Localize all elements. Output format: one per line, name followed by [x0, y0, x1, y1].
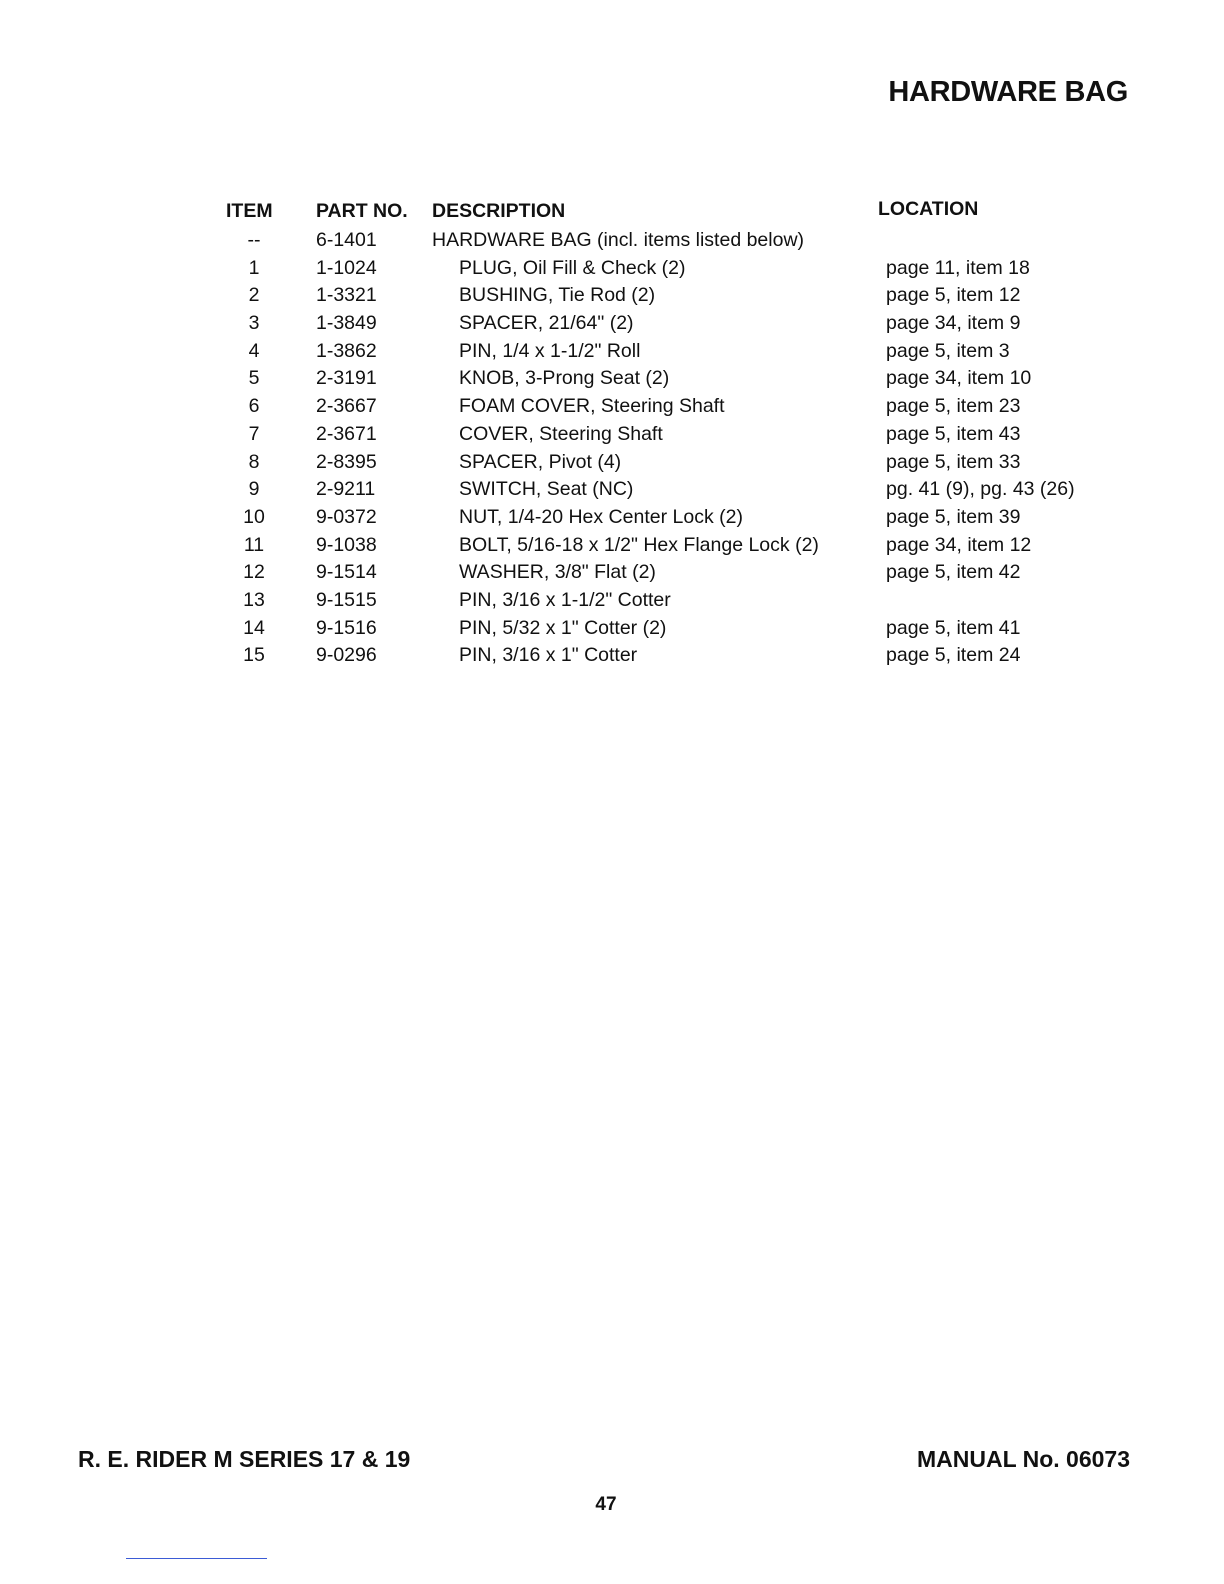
row-location: page 34, item 9 — [886, 312, 1021, 335]
row-part-no: 1-3849 — [316, 312, 377, 335]
row-location: page 34, item 12 — [886, 533, 1032, 556]
footer-model: R. E. RIDER M SERIES 17 & 19 — [78, 1446, 411, 1472]
row-part-no: 9-1514 — [316, 561, 377, 584]
row-description: PIN, 3/16 x 1-1/2" Cotter — [459, 588, 671, 611]
row-part-no: 9-1515 — [316, 588, 377, 611]
row-location: page 5, item 24 — [886, 644, 1021, 667]
row-description: KNOB, 3-Prong Seat (2) — [459, 367, 670, 390]
row-description: FOAM COVER, Steering Shaft — [459, 395, 725, 418]
row-location: page 5, item 33 — [886, 450, 1021, 473]
row-item: 15 — [243, 644, 265, 667]
row-part-no: 9-1038 — [316, 533, 377, 556]
row-location: page 5, item 3 — [886, 339, 1010, 362]
page-number: 47 — [595, 1494, 617, 1515]
row-part-no: 2-8395 — [316, 450, 377, 473]
row-item: 14 — [243, 616, 265, 639]
header-location: LOCATION — [878, 198, 979, 220]
row-location: page 5, item 41 — [886, 616, 1021, 639]
row-item: 12 — [243, 561, 265, 584]
row-part-no: 2-3667 — [316, 395, 377, 418]
row-item: 13 — [243, 588, 265, 611]
row-part-no: 9-0296 — [316, 644, 377, 667]
row-description: BOLT, 5/16-18 x 1/2" Hex Flange Lock (2) — [459, 533, 819, 556]
row-part-no: 1-3321 — [316, 284, 377, 307]
row-description: PIN, 5/32 x 1" Cotter (2) — [459, 616, 667, 639]
row-location: page 5, item 42 — [886, 561, 1021, 584]
row-description: SPACER, 21/64" (2) — [459, 312, 634, 335]
row-part-no: 9-1516 — [316, 616, 377, 639]
header-item: ITEM — [226, 200, 273, 222]
row-description: PIN, 1/4 x 1-1/2" Roll — [459, 339, 641, 362]
row-description: SWITCH, Seat (NC) — [459, 478, 634, 501]
row-location: page 5, item 23 — [886, 395, 1021, 418]
row-part-no: 1-3862 — [316, 339, 377, 362]
row-item: 7 — [248, 422, 260, 445]
row-location: page 34, item 10 — [886, 367, 1032, 390]
row-description: PIN, 3/16 x 1" Cotter — [459, 644, 638, 667]
row-location: page 5, item 39 — [886, 505, 1021, 528]
row-item: 6 — [248, 395, 260, 418]
row-item: 10 — [243, 505, 265, 528]
row-location: page 5, item 12 — [886, 284, 1021, 307]
row-item: 9 — [248, 478, 260, 501]
row-location: pg. 41 (9), pg. 43 (26) — [886, 478, 1075, 501]
row-description: PLUG, Oil Fill & Check (2) — [459, 256, 686, 279]
row-part-no: 2-3671 — [316, 422, 377, 445]
row-item: 4 — [248, 339, 260, 362]
row-item: -- — [247, 229, 261, 251]
footnote-rule — [126, 1558, 267, 1559]
row-description: HARDWARE BAG (incl. items listed below) — [432, 229, 805, 251]
row-item: 1 — [248, 256, 260, 279]
row-description: COVER, Steering Shaft — [459, 422, 663, 445]
row-part-no: 6-1401 — [316, 229, 377, 251]
row-item: 5 — [248, 367, 260, 390]
row-item: 3 — [248, 312, 260, 335]
row-part-no: 2-3191 — [316, 367, 377, 390]
row-location: page 5, item 43 — [886, 422, 1021, 445]
row-description: NUT, 1/4-20 Hex Center Lock (2) — [459, 505, 743, 528]
row-part-no: 9-0372 — [316, 505, 377, 528]
row-item: 11 — [243, 533, 265, 556]
header-description: DESCRIPTION — [432, 200, 566, 222]
page-title: HARDWARE BAG — [888, 76, 1128, 108]
row-description: SPACER, Pivot (4) — [459, 450, 622, 473]
header-part-no: PART NO. — [316, 200, 408, 222]
row-item: 2 — [248, 284, 260, 307]
row-part-no: 2-9211 — [316, 478, 376, 501]
row-description: WASHER, 3/8" Flat (2) — [459, 561, 656, 584]
row-part-no: 1-1024 — [316, 256, 377, 279]
footer-manual-number: MANUAL No. 06073 — [916, 1446, 1130, 1472]
row-description: BUSHING, Tie Rod (2) — [459, 284, 656, 307]
row-item: 8 — [248, 450, 260, 473]
row-location: page 11, item 18 — [886, 256, 1030, 279]
